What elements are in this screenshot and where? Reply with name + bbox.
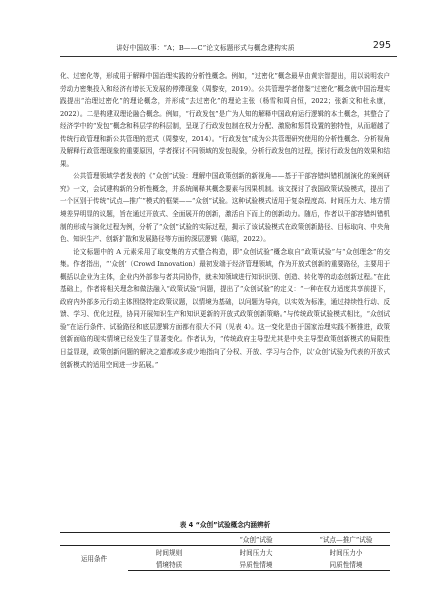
table-header-row xyxy=(60,533,390,546)
header-cell xyxy=(60,533,128,546)
paragraph-3: 论文标题中的 A 元素采用了取变集的方式整合构造，即“众创试验”概念取自“政策试验”与“众创理念”的交集。作者指出，“‘众创’（Crowd Innovation）最初发端于经济管理领域，作为开放式创新的重要路径，主要用于概括以企业为主体，企业内外部参与者共同协作，就未知领域进行知识识别、创造、转化等的动态创新过程。”在此基础上，作者将相关理念和做法融入“政策试验”问题，提出了“众创试验”的定义：“一种在权力适度共享前提下，政府内外部多元行动主体围绕特定政策议题，以情境为基础，以问题为导向，以实效为标准，通过持续性行动、反馈、学习、优化过程，协同开展知识生产和知识更新的开放式政策创新策略。”与传统政策试验模式相比，“众创试验”在运行条件、试验路径和底层逻辑方面都有很大不同（见表 4）。这一变化是由于国家治理实践不断推进，政策创新面临的现实情境已经发生了显著变化。作者认为，“传统政府主导型尤其是中央主导型政策创新模式的局限性日益显现，政策创新问题的解决之道都或多或少地指向了分权、开放、学习与合作，以‘众创’试验为代表的开放式创新模式的适用空间进一步拓展。” xyxy=(60,247,390,369)
paragraph-2: 公共管理领域学者发表的《“众创”试验：理解中国政策创新的新视角——基于干部容错纠错机制演化的案例研究》一文，会试建构新的分析性概念，并系统阐释其概念要素与因果机制。该文探讨了我国政策试验模式，提出了一个区别于传统“试点—推广”模式的框架——“众创”试验。这种试验模式适用于复杂程度高、时间压力大、地方情境差异明显的议题，旨在通过开放式、全面展开的创新，激活自下而上的创新动力。随后，作者以干部容错纠错机制的形成与演化过程为例，分析了“众创”试验的实际过程，揭示了该试验模式在政策创新路径、目标取向、中央角色、知识生产、创新扩散和发展路径等方面的深层逻辑（陈昭，2022）。 xyxy=(60,172,390,244)
table-row xyxy=(60,546,390,559)
table-caption: 表 4 “众创”试验概念内涵辨析 xyxy=(179,521,271,529)
article-body xyxy=(60,70,390,371)
table-cell: 时间压力大 xyxy=(239,549,273,557)
table-cell: 时间压力小 xyxy=(329,549,363,557)
page-number: 295 xyxy=(372,40,391,51)
table-cell: 情境特质 xyxy=(128,558,210,571)
paragraph-1: 化、过密化等，形成用于解释中国治理实践的分析性概念。例如，“过密化”概念最早由黄宗智提出，用以说明农户劳动力密集投入和经济有增长无发展的停滞现象（周黎安，2019）。公共管理学者借鉴“过密化”概念就中国治理实践提出“治理过密化”的理论概念，并形成“去过密化”的理论主张（杨雪和周自恒，2022；张新文和杜永康，2022）。二是构建双理论融合概念。例如，“行政发包”是广为人知的解释中国政府运行逻辑的本土概念，其整合了经济学中的“发包”概念和科层学的科层制，呈现了行政发包制在权力分配、激励和惩罚设置的独特性，从而超越了传统行政管理和新公共管理的范式（周黎安，2014）。“行政发包”成为公共管理研究使用的分析性概念、分析视角及解释行政管理现象的重要原因，学者探讨不同领域的发包现象，分析行政发包的过程，探讨行政发包的效果和结果。 xyxy=(60,72,390,168)
table-cell: 同质性情境 xyxy=(302,558,390,571)
row-group-label: 运用条件 xyxy=(80,555,108,564)
running-title: 讲好中国故事：“A；B——C”论文标题形式与概念建构实质 xyxy=(116,44,295,52)
header-cell-pilot-experiment: “试点—推广”试验 xyxy=(302,533,390,546)
table-cell: 异质性情境 xyxy=(210,558,302,571)
running-header xyxy=(60,40,397,57)
concept-comparison-table xyxy=(60,532,390,571)
header-cell-crowd-experiment: “众创”试验 xyxy=(210,533,302,546)
header-cell xyxy=(128,533,210,546)
table-cell: 时间规则 xyxy=(155,549,183,557)
